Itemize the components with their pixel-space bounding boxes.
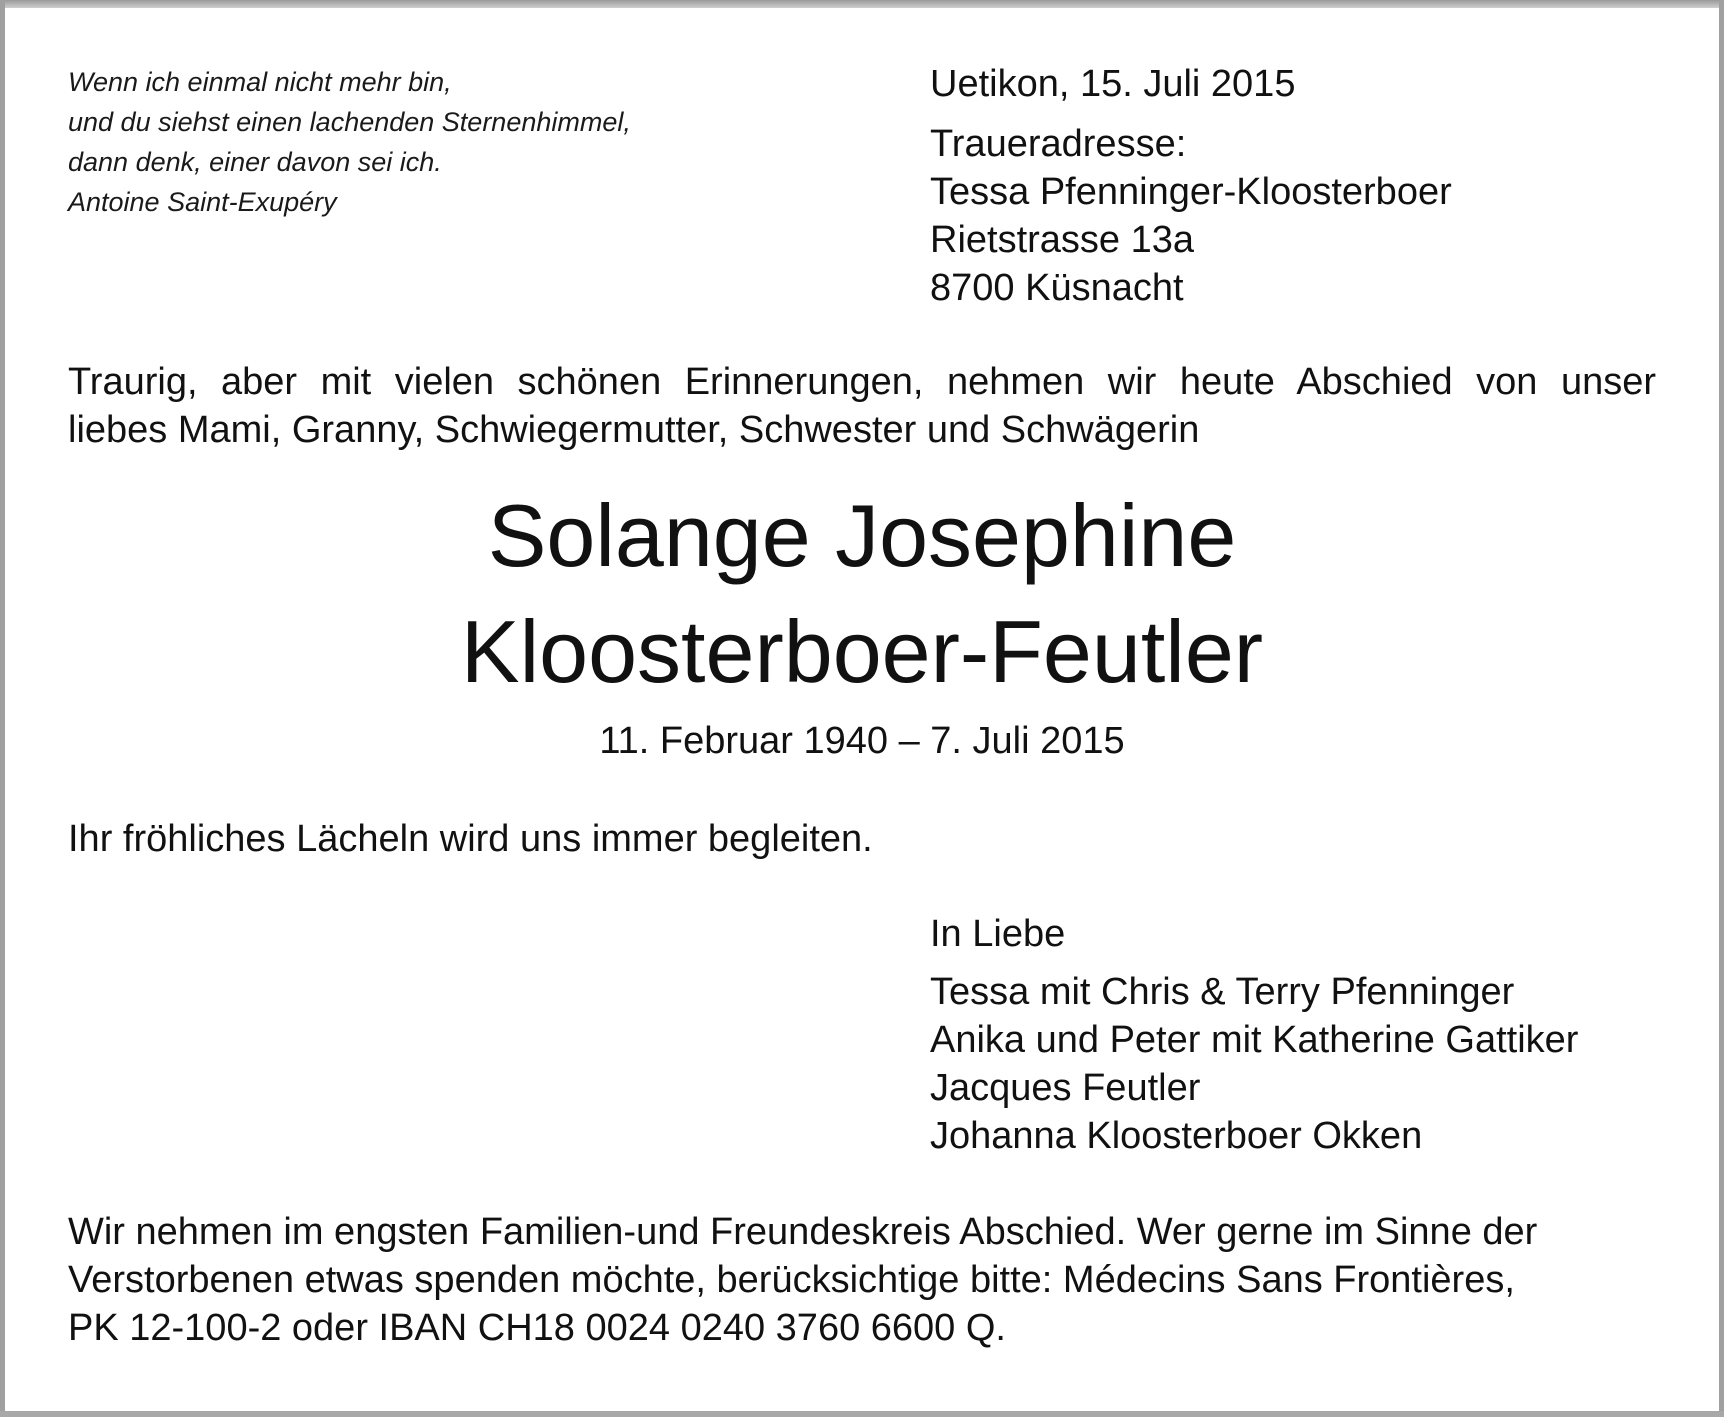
address-line: Tessa Pfenninger-Kloosterboer [930, 171, 1452, 213]
closing-line: PK 12-100-2 oder IBAN CH18 0024 0240 3760 6600 Q. [68, 1307, 1006, 1349]
quote-line: Wenn ich einmal nicht mehr bin, [68, 67, 452, 97]
closing-paragraph [68, 1208, 1668, 1352]
place-date: Uetikon, 15. Juli 2015 [930, 63, 1296, 105]
deceased-name-line: Solange Josephine [487, 486, 1237, 585]
address-line: 8700 Küsnacht [930, 267, 1184, 309]
signatures-block [930, 910, 1690, 1160]
intro-paragraph [68, 358, 1656, 454]
signature-name: Jacques Feutler [930, 1067, 1201, 1109]
memorial-sentence: Ihr fröhliches Lächeln wird uns immer begleiten. [68, 818, 873, 860]
window-frame-top [0, 0, 1724, 8]
deceased-name [0, 478, 1724, 710]
closing-line: Verstorbenen etwas spenden möchte, berücksichtige bitte: Médecins Sans Frontières, [68, 1259, 1515, 1301]
life-dates: 11. Februar 1940 – 7. Juli 2015 [599, 720, 1125, 762]
deceased-name-line: Kloosterboer-Feutler [460, 602, 1264, 701]
mourning-address-block [930, 60, 1690, 312]
window-frame-bottom [0, 1411, 1724, 1417]
in-love-label: In Liebe [930, 913, 1066, 955]
quote-line: dann denk, einer davon sei ich. [68, 147, 442, 177]
signature-name: Tessa mit Chris & Terry Pfenninger [930, 971, 1515, 1013]
signature-name: Johanna Kloosterboer Okken [930, 1115, 1423, 1157]
address-line: Rietstrasse 13a [930, 219, 1195, 261]
signature-name: Anika und Peter mit Katherine Gattiker [930, 1019, 1579, 1061]
intro-line: liebes Mami, Granny, Schwiegermutter, Schwester und Schwägerin [68, 409, 1200, 451]
quote-line: und du siehst einen lachenden Sternenhimmel, [68, 107, 631, 137]
poem-quote [68, 62, 828, 222]
closing-line: Wir nehmen im engsten Familien-und Freundeskreis Abschied. Wer gerne im Sinne der [68, 1211, 1538, 1253]
quote-author: Antoine Saint-Exupéry [68, 187, 337, 217]
address-label: Traueradresse: [930, 123, 1187, 165]
intro-line: Traurig, aber mit vielen schönen Erinnerungen, nehmen wir heute Abschied von unser [68, 361, 1656, 403]
